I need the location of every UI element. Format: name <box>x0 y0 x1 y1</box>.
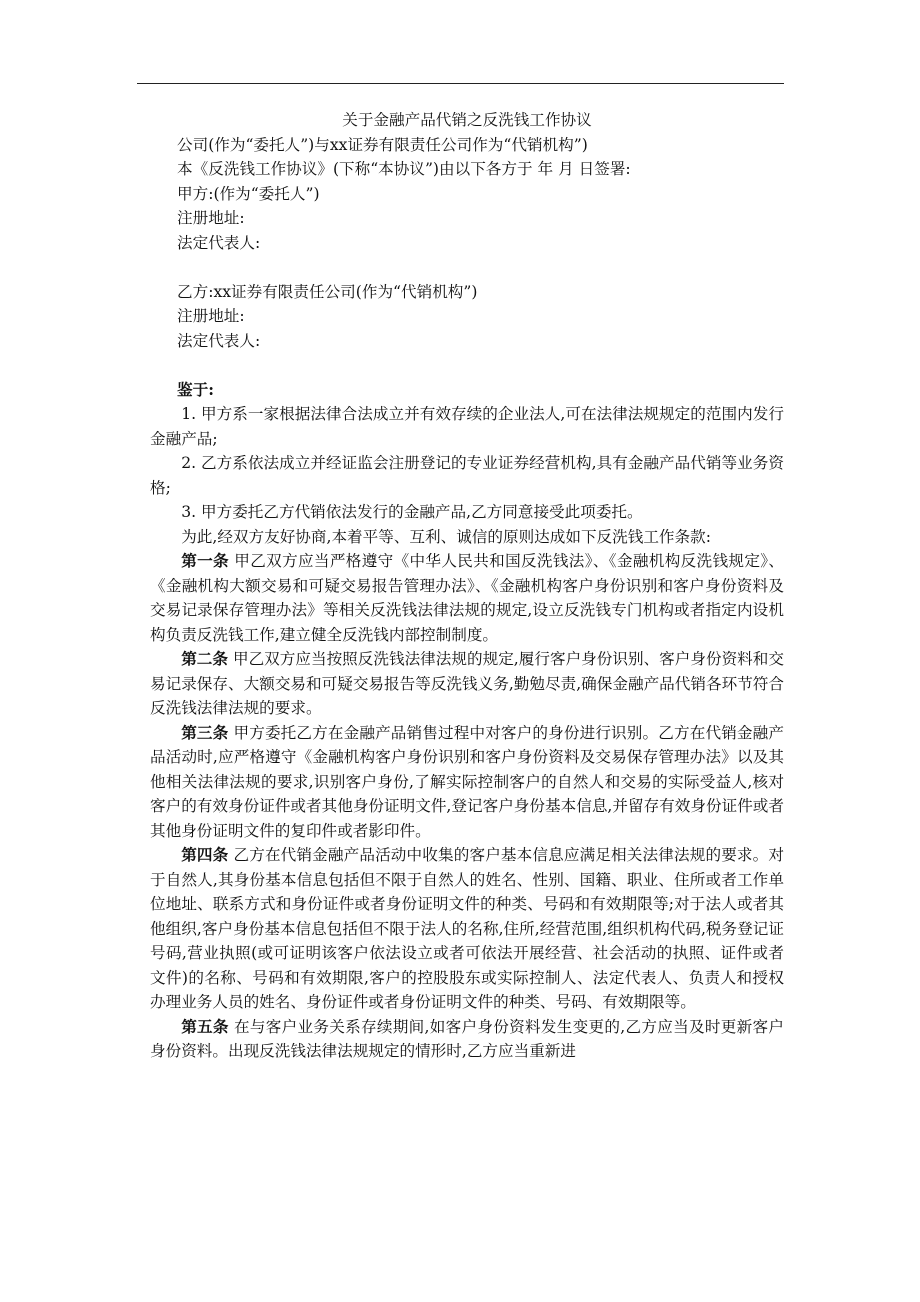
article-text: 乙方在代销金融产品活动中收集的客户基本信息应满足相关法律法规的要求。对于自然人,其身份基本信息包括但不限于自然人的姓名、性别、国籍、职业、住所或者工作单位地址、联系方式和身份证件或者身份证明文件的种类、号码和有效期限等;对于法人或者其他组织,客户身份基本信息包括但不限于法人的名称,住所,经营范围,组织机构代码,税务登记证号码,营业执照(或可证明该客户依法设立或者可依法开展经营、社会活动的执照、证件或者文件)的名称、号码和有效期限,客户的控股股东或实际控制人、法定代表人、负责人和授权办理业务人员的姓名、身份证件或者身份证明文件的种类、号码、有效期限等。 <box>150 846 784 1011</box>
article-5 <box>150 1015 784 1064</box>
party-b-address: 注册地址: <box>177 307 245 325</box>
article-label: 第一条 <box>181 551 229 570</box>
article-text: 甲乙双方应当严格遵守《中华人民共和国反洗钱法》、《金融机构反洗钱规定》、《金融机构大额交易和可疑交易报告管理办法》、《金融机构客户身份识别和客户身份资料及交易记录保存管理办法》等相关反洗钱法律法规的规定,设立反洗钱专门机构或者指定内设机构负责反洗钱工作,建立健全反洗钱内部控制制度。 <box>150 552 784 644</box>
intro-paragraph: 为此,经双方友好协商,本着平等、互利、诚信的原则达成如下反洗钱工作条款: <box>181 527 711 546</box>
article-label: 第二条 <box>181 649 228 668</box>
article-label: 第五条 <box>181 1016 229 1036</box>
party-a-label: 甲方:(作为“委托人”) <box>177 184 320 203</box>
document-title: 关于金融产品代销之反洗钱工作协议 <box>342 111 592 129</box>
article-1 <box>150 549 784 647</box>
article-3 <box>150 721 784 844</box>
article-text: 甲乙双方应当按照反洗钱法律法规的规定,履行客户身份识别、客户身份资料和交易记录保存、大额交易和可疑交易报告等反洗钱义务,勤勉尽责,确保金融产品代销各环节符合反洗钱法律法规的要求。 <box>150 650 784 717</box>
party-a-representative: 法定代表人: <box>177 233 261 252</box>
article-text: 甲方委托乙方在金融产品销售过程中对客户的身份进行识别。乙方在代销金融产品活动时,应严格遵守《金融机构客户身份识别和客户身份资料及交易保存管理办法》以及其他相关法律法规的要求,识别客户身份,了解实际控制客户的自然人和交易的实际受益人,核对客户的有效身份证件或者其他身份证明文件,登记客户身份基本信息,并留存有效身份证件或者其他身份证明文件的复印件或者影印件。 <box>150 723 784 840</box>
whereas-item-1: 1. 甲方系一家根据法律合法成立并有效存续的企业法人,可在法律法规规定的范围内发行金融产品; <box>150 405 784 448</box>
whereas-heading: 鉴于: <box>177 379 214 399</box>
header-line-parties: 公司(作为“委托人”)与xx证券有限责任公司作为“代销机构”) <box>177 135 588 154</box>
article-2 <box>150 647 784 721</box>
header-rule <box>137 83 784 84</box>
party-b-representative: 法定代表人: <box>177 331 261 350</box>
party-a-address: 注册地址: <box>177 209 245 227</box>
whereas-item-2: 2. 乙方系依法成立并经证监会注册登记的专业证券经营机构,具有金融产品代销等业务资格; <box>150 454 784 497</box>
article-label: 第三条 <box>181 722 229 742</box>
spacer <box>150 255 784 280</box>
agreement-page <box>150 108 784 1064</box>
whereas-item-3: 3. 甲方委托乙方代销依法发行的金融产品,乙方同意接受此项委托。 <box>181 503 643 521</box>
article-text: 在与客户业务关系存续期间,如客户身份资料发生变更的,乙方应当及时更新客户身份资料。出现反洗钱法律法规规定的情形时,乙方应当重新进 <box>150 1017 784 1060</box>
header-line-signing: 本《反洗钱工作协议》(下称“本协议”)由以下各方于 年 月 日签署: <box>177 160 631 178</box>
spacer <box>150 353 784 378</box>
party-b-label: 乙方:xx证券有限责任公司(作为“代销机构”) <box>177 282 478 301</box>
article-label: 第四条 <box>181 845 229 864</box>
article-4 <box>150 843 784 1015</box>
